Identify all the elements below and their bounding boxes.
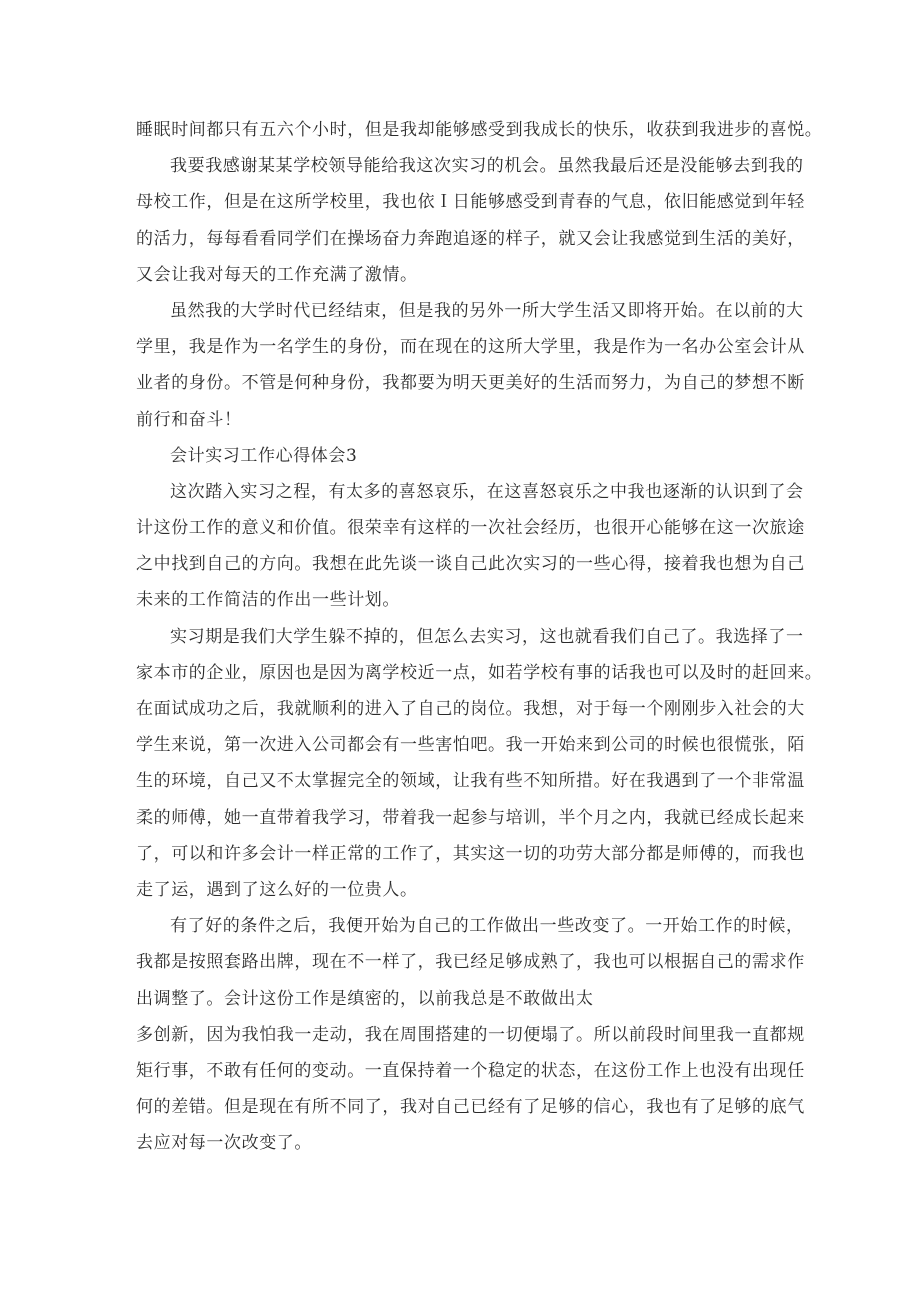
text-line: 学生来说，第一次进入公司都会有一些害怕吧。我一开始来到公司的时候也很慌张，陌 xyxy=(136,735,805,756)
text-line: 前行和奋斗！ xyxy=(136,409,242,430)
text-line: 这次踏入实习之程，有太多的喜怒哀乐，在这喜怒哀乐之中我也逐渐的认识到了会 xyxy=(170,481,804,502)
text-line: 柔的师傅，她一直带着我学习，带着我一起参与培训，半个月之内，我就已经成长起来 xyxy=(136,807,805,828)
text-line: 睡眠时间都只有五六个小时，但是我却能够感受到我成长的快乐，收获到我进步的喜悦。 xyxy=(136,120,823,140)
text-line: 实习期是我们大学生躲不掉的，但怎么去实习，这也就看我们自己了。我选择了一 xyxy=(170,626,804,647)
text-line: 计这份工作的意义和价值。很荣幸有这样的一次社会经历，也很开心能够在这一次旅途 xyxy=(136,518,805,539)
document-body xyxy=(136,112,823,1161)
text-line: 业者的身份。不管是何种身份，我都要为明天更美好的生活而努力，为自己的梦想不断 xyxy=(136,373,805,394)
text-line: 未来的工作简洁的作出一些计划。 xyxy=(136,590,400,611)
text-line: 之中找到自己的方向。我想在此先谈一谈自己此次实习的一些心得，接着我也想为自己 xyxy=(136,554,805,575)
text-line: 了，可以和许多会计一样正常的工作了，其实这一切的功劳大部分都是师傅的，而我也 xyxy=(136,843,805,864)
text-line: 家本市的企业，原因也是因为离学校近一点，如若学校有事的话我也可以及时的赶回来。 xyxy=(136,662,823,683)
text-line: 虽然我的大学时代已经结束，但是我的另外一所大学生活又即将开始。在以前的大 xyxy=(170,300,804,321)
text-line: 的活力，每每看看同学们在操场奋力奔跑追逐的样子，就又会让我感觉到生活的美好， xyxy=(136,228,805,249)
text-line: 又会让我对每天的工作充满了激情。 xyxy=(136,264,418,285)
text-line: 走了运，遇到了这么好的一位贵人。 xyxy=(136,879,418,900)
text-line: 去应对每一次改变了。 xyxy=(136,1133,312,1154)
text-line: 出调整了。会计这份工作是缜密的，以前我总是不敢做出太 xyxy=(136,988,594,1009)
text-line: 生的环境，自己又不太掌握完全的领域，让我有些不知所措。好在我遇到了一个非常温 xyxy=(136,771,805,792)
text-line: 多创新，因为我怕我一走动，我在周围搭建的一切便塌了。所以前段时间里我一直都规 xyxy=(136,1024,805,1045)
text-line: 我都是按照套路出牌，现在不一样了，我已经足够成熟了，我也可以根据自己的需求作 xyxy=(136,952,805,973)
text-line: 有了好的条件之后，我便开始为自己的工作做出一些改变了。一开始工作的时候， xyxy=(170,916,804,937)
text-line: 母校工作，但是在这所学校里，我也依Ｉ日能够感受到青春的气息，依旧能感觉到年轻 xyxy=(136,192,805,213)
text-line: 会计实习工作心得体会3 xyxy=(170,445,358,466)
text-line: 在面试成功之后，我就顺利的进入了自己的岗位。我想，对于每一个刚刚步入社会的大 xyxy=(136,699,805,719)
text-line: 学里，我是作为一名学生的身份，而在现在的这所大学里，我是作为一名办公室会计从 xyxy=(136,337,805,358)
text-line: 我要我感谢某某学校领导能给我这次实习的机会。虽然我最后还是没能够去到我的 xyxy=(170,156,804,177)
text-line: 矩行事，不敢有任何的变动。一直保持着一个稳定的状态，在这份工作上也没有出现任 xyxy=(136,1060,805,1081)
text-line: 何的差错。但是现在有所不同了，我对自己已经有了足够的信心，我也有了足够的底气 xyxy=(136,1097,805,1118)
